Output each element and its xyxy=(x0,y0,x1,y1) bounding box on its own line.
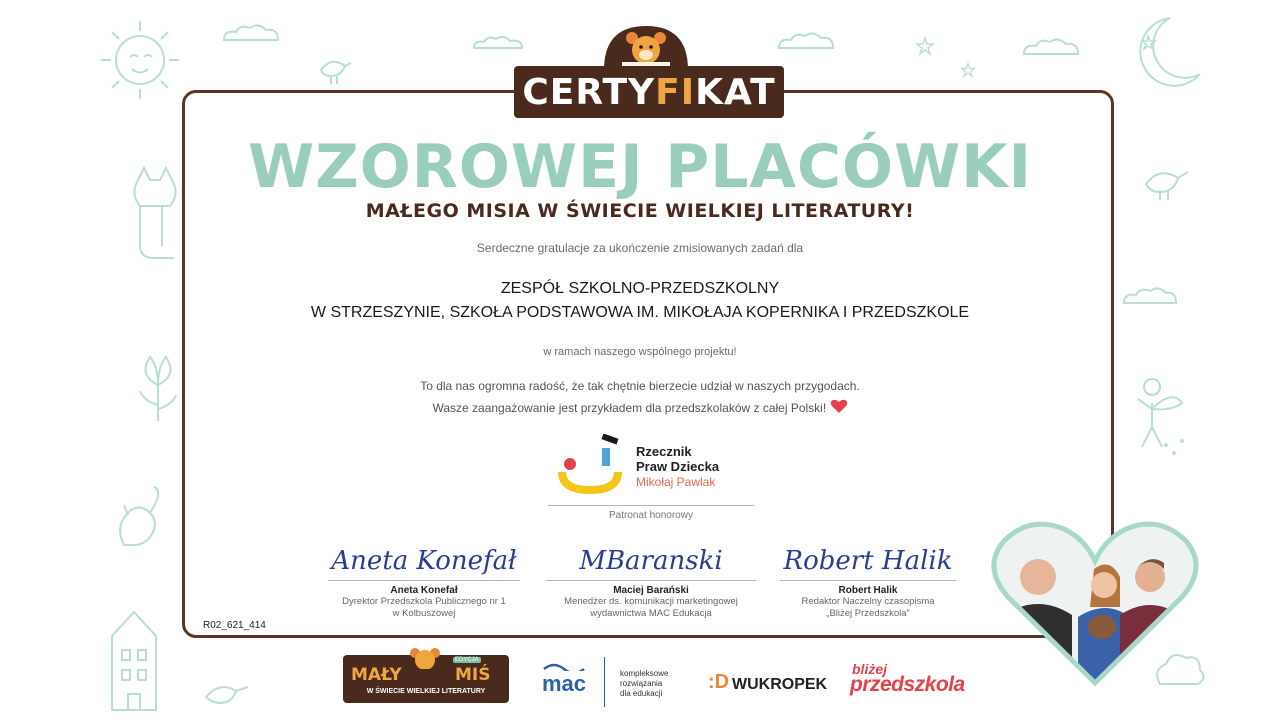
signatory-role-line1: Menedżer ds. komunikacji marketingowej xyxy=(564,596,738,607)
certificate-banner xyxy=(514,66,784,118)
mac-divider xyxy=(604,657,605,707)
signature-block-2 xyxy=(546,544,756,620)
patron-name-line2: Praw Dziecka xyxy=(636,459,720,474)
sun-doodle xyxy=(95,15,185,105)
banner-text-2: FI xyxy=(655,71,696,113)
signature-line xyxy=(328,580,520,581)
joy-text-line1: To dla nas ogromna radość, że tak chętnie bierzecie udział w naszych przygodach. xyxy=(420,379,860,393)
bear-mascot-icon xyxy=(598,24,694,70)
handwritten-signature-1: Aneta Konefał xyxy=(331,546,517,576)
mac-tagline-1: kompleksowe xyxy=(620,669,669,678)
signatory-role-line2: wydawnictwa MAC Edukacja xyxy=(590,608,712,619)
joy-text-line2 xyxy=(0,399,1280,415)
mac-logo-text: mac xyxy=(542,671,587,696)
certificate-subtitle: MAŁEGO MISIA W ŚWIECIE WIELKIEJ LITERATURY! xyxy=(365,200,915,222)
signatory-role-line1: Dyrektor Przedszkola Publicznego nr 1 xyxy=(342,596,506,607)
mac-tagline-3: dla edukacji xyxy=(620,689,663,698)
signatory-name: Maciej Barański xyxy=(613,585,689,596)
wukropek-text: WUKROPEK xyxy=(732,676,828,693)
patron-label: Patronat honorowy xyxy=(609,510,693,521)
bird-doodle-3 xyxy=(200,675,260,715)
bird-doodle xyxy=(315,48,355,88)
patron-divider xyxy=(548,505,754,506)
mac-wave-icon xyxy=(542,661,586,671)
star-doodle xyxy=(915,36,935,56)
maly-mis-bear-icon xyxy=(405,647,445,669)
logo-mac xyxy=(540,655,680,707)
handwritten-signature-3: Robert Halik xyxy=(783,546,953,576)
congrats-text: Serdeczne gratulacje za ukończenie zmisiowanych zadań dla xyxy=(476,241,804,255)
banner-text-1: CERTY xyxy=(522,71,656,113)
signature-line xyxy=(546,580,756,581)
school-name-line2: W STRZESZYNIE, SZKOŁA PODSTAWOWA IM. MIKOŁAJA KOPERNIKA I PRZEDSZKOLE xyxy=(310,304,970,321)
maly-mis-subtitle: W ŚWIECIE WIELKIEJ LITERATURY xyxy=(366,688,486,695)
cloud-doodle xyxy=(220,22,290,46)
house-doodle xyxy=(92,606,176,716)
squirrel-doodle xyxy=(110,485,170,555)
rzecznik-praw-dziecka-logo-icon xyxy=(558,434,628,496)
mac-tagline-2: rozwiązania xyxy=(620,679,663,688)
blizej-text: bliżej xyxy=(852,661,888,677)
signatory-role-line2: „Bliżej Przedszkola” xyxy=(826,608,910,619)
maly-mis-text-a: MAŁY xyxy=(351,665,402,685)
certificate-id: R02_621_414 xyxy=(203,620,266,631)
signatory-role-line2: w Kolbuszowej xyxy=(392,608,456,619)
wukropek-mark: :D xyxy=(708,671,730,693)
signatory-role-line1: Redaktor Naczelny czasopisma xyxy=(801,596,935,607)
moon-doodle xyxy=(1130,12,1206,96)
signature-block-3 xyxy=(780,544,956,620)
cloud-doodle-2 xyxy=(470,32,530,52)
patron-person: Mikołaj Pawlak xyxy=(636,475,716,489)
joy-text-line2-label: Wasze zaangażowanie jest przykładem dla przedszkolaków z całej Polski! xyxy=(432,401,827,415)
signatory-name: Aneta Konefał xyxy=(390,585,458,596)
signature-line xyxy=(780,580,956,581)
patron-name-line1: Rzecznik xyxy=(636,444,692,459)
logo-maly-mis xyxy=(343,655,509,703)
cloud-doodle-4 xyxy=(1020,36,1086,58)
maly-mis-text-b: MIŚ xyxy=(455,665,491,685)
heart-icon xyxy=(830,399,848,414)
certificate-title: WZOROWEJ PLACÓWKI xyxy=(248,132,1032,202)
signature-block-1 xyxy=(328,544,520,620)
logo-blizej-przedszkola xyxy=(850,655,980,703)
cloud-doodle-3 xyxy=(775,30,841,52)
heart-photo-frame xyxy=(990,515,1200,690)
banner-text-3: KAT xyxy=(695,71,776,113)
maly-mis-badge: EDYCJA xyxy=(455,657,479,663)
school-name-line1: ZESPÓŁ SZKOLNO-PRZEDSZKOLNY xyxy=(500,280,780,297)
signatory-name: Robert Halik xyxy=(838,585,898,596)
star-doodle-2 xyxy=(960,62,976,78)
przedszkola-text: przedszkola xyxy=(850,673,965,696)
handwritten-signature-2: MBaranski xyxy=(579,546,723,576)
project-text: w ramach naszego wspólnego projektu! xyxy=(543,346,737,358)
logo-wukropek xyxy=(708,655,828,699)
